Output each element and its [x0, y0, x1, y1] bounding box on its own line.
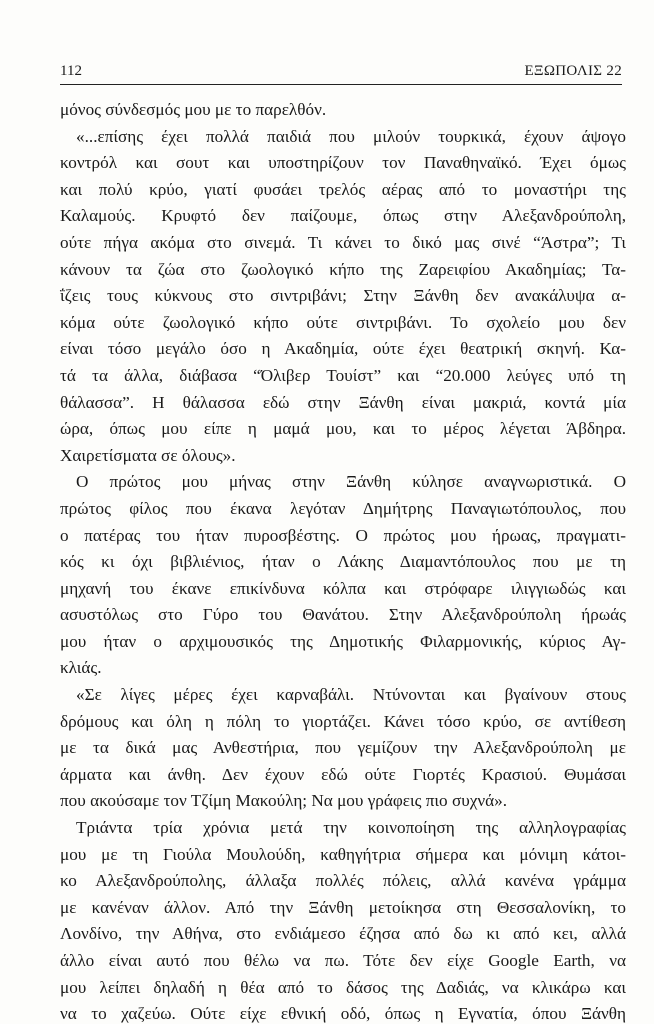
running-title: ΕΞΩΠΟΛΙΣ 22 — [524, 63, 622, 79]
text-line: κο Αλεξανδρούπολης, άλλαξα πολλές πόλεις, αλλά κανένα γράμμα — [60, 871, 626, 891]
text-line: με τα δικά μας Ανθεστήρια, που γεμίζουν την Αλεξανδρούπολη με — [60, 738, 626, 758]
paragraph — [60, 815, 626, 1028]
text-line: ο πατέρας του ήταν πυροσβέστης. Ο πρώτος μου ήρωας, πραγματι- — [60, 525, 626, 545]
text-line: Λονδίνο, την Αθήνα, στο ενδιάμεσο έζησα από δω κι από κει, αλλά — [60, 924, 626, 944]
text-line: κλιάς. — [60, 658, 102, 678]
text-line: ούτε πήγα ακόμα στο σινεμά. Τι κάνει το δικό μας σινέ “Άστρα”; Τι — [60, 232, 626, 252]
text-line: με κανέναν άλλον. Από την Ξάνθη μετοίκησα στη Θεσσαλονίκη, το — [60, 897, 626, 917]
text-line: ασυστόλως στο Γύρο του Θανάτου. Στην Αλεξανδρούπολη ήρωάς — [60, 605, 626, 625]
text-line: τά τα άλλα, διάβασα “Όλιβερ Τουίστ” και “20.000 λεύγες υπό τη — [60, 365, 626, 385]
text-line: Ο πρώτος μου μήνας στην Ξάνθη κύλησε αναγνωριστικά. Ο — [76, 472, 626, 492]
running-head — [60, 62, 622, 85]
text-line: άλλο είναι αυτό που θέλω να πω. Τότε δεν είχε Google Earth, να — [60, 951, 626, 970]
text-line: θάλασσα”. Η θάλασσα εδώ στην Ξάνθη είναι μακριά, κοντά μία — [60, 392, 626, 412]
text-line: κοντρόλ και σουτ και υποστηρίζουν τον Παναθηναϊκό. Έχει όμως — [60, 153, 626, 173]
text-line: πρώτος φίλος που έκανα λεγόταν Δημήτρης Παναγιωτόπουλος, που — [60, 498, 626, 518]
page-number: 112 — [60, 63, 82, 79]
text-line: κός κι όχι βιβλιένιος, ήταν ο Λάκης Διαμαντόπουλος που με τη — [60, 552, 626, 572]
paragraph — [60, 682, 626, 815]
text-line: δρόμους και όλη η πόλη το γιορτάζει. Κάνει τόσο κρύο, σε αντίθεση — [60, 711, 626, 731]
text-line: ΐζεις τους κύκνους στο σιντριβάνι; Στην Ξάνθη δεν ανακάλυψα α- — [60, 286, 626, 306]
text-line: Τριάντα τρία χρόνια μετά την κοινοποίηση της αλληλογραφίας — [76, 818, 626, 838]
text-line: Χαιρετίσματα σε όλους». — [60, 445, 236, 465]
text-line: άρματα και άνθη. Δεν έχουν εδώ ούτε Γιορτές Κρασιού. Θυμάσαι — [60, 764, 626, 784]
text-line: που ακούσαμε τον Τζίμη Μακούλη; Να μου γράφεις πιο συχνά». — [60, 791, 508, 811]
body-text — [60, 97, 626, 1028]
text-line: μου ήταν ο αρχιμουσικός της Δημοτικής Φιλαρμονικής, κύριος Αγ- — [60, 631, 626, 651]
text-line: ώρα, όπως μου είπε η μαμά μου, και το μέρος λέγεται Άβδηρα. — [60, 419, 626, 439]
text-line: μόνος σύνδεσμός μου με το παρελθόν. — [60, 100, 327, 119]
text-line: Καλαμούς. Κρυφτό δεν παίζουμε, όπως στην Αλεξανδρούπολη, — [60, 206, 626, 226]
text-line: κάνουν τα ζώα στο ζωολογικό κήπο της Ζαρειφίου Ακαδημίας; Τα- — [60, 259, 626, 279]
text-line: και πολύ κρύο, γιατί φυσάει τρελός αέρας από το μοναστήρι της — [60, 179, 626, 199]
text-line: «...επίσης έχει πολλά παιδιά που μιλούν τουρκικά, έχουν άψογο — [76, 126, 626, 146]
text-line: κόμα ούτε ζωολογικό κήπο ούτε σιντριβάνι. Το σχολείο μου δεν — [60, 312, 626, 332]
text-line: είναι τόσο μεγάλο όσο η Ακαδημία, ούτε έχει θεατρική σκηνή. Κα- — [60, 339, 626, 359]
text-line: μηχανή του έκανε επικίνδυνα κόλπα και στρόφαρε ιλιγγιωδώς και — [60, 578, 626, 598]
paragraph — [60, 97, 626, 124]
text-line: μου λείπει δηλαδή η θέα από το δάσος της Δαδιάς, να κλικάρω και — [60, 977, 626, 997]
text-line: να το χαζεύω. Ούτε είχε εθνική οδό, όπως η Εγνατία, όπου Ξάνθη — [60, 1004, 626, 1024]
text-line: «Σε λίγες μέρες έχει καρναβάλι. Ντύνονται και βγαίνουν στους — [76, 685, 626, 705]
text-line: μου με τη Γιούλα Μουλούδη, καθηγήτρια σήμερα και μόνιμη κάτοι- — [60, 844, 626, 864]
paragraph — [60, 124, 626, 470]
paragraph — [60, 469, 626, 682]
